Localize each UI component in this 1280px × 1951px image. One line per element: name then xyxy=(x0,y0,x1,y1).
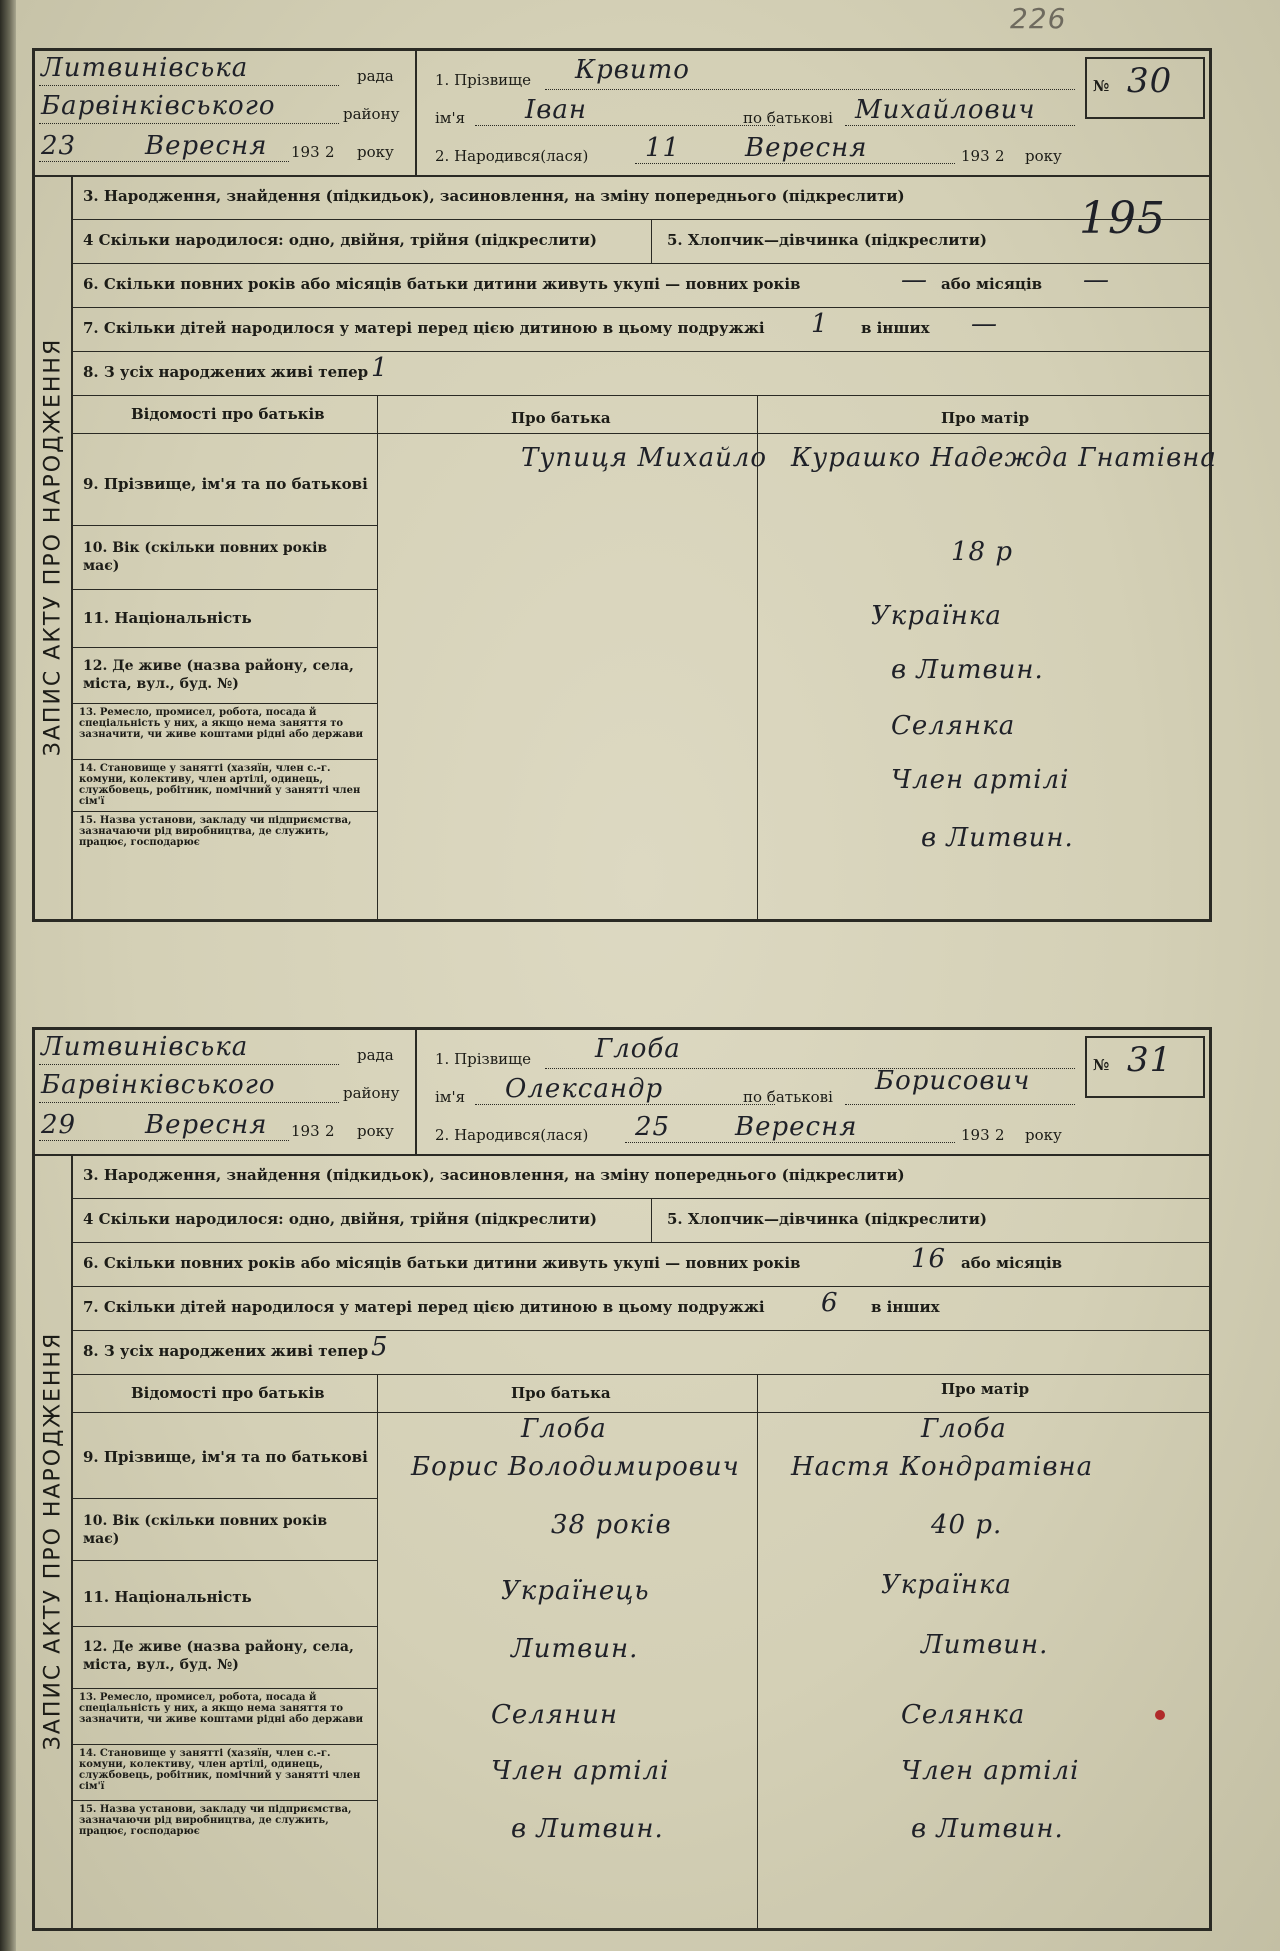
birth-month: Вересня xyxy=(745,133,868,163)
mother-status: Член артілі xyxy=(901,1756,1080,1786)
q6-months-label: або місяців xyxy=(961,1254,1063,1272)
q3-label: 3. Народження, знайдення (підкидьок), засиновлення, на зміну попереднього (підкреслити) xyxy=(83,1166,905,1184)
surname-label: 1. Прізвище xyxy=(435,71,532,89)
mother-given-names: Настя Кондратівна xyxy=(791,1452,1094,1482)
birth-record xyxy=(32,48,1217,922)
district-label: району xyxy=(343,1084,400,1102)
q4-label: 4 Скільки народилося: одно, двійня, трійня (підкреслити) xyxy=(83,1210,597,1228)
row-11-label: 11. Національність xyxy=(83,1588,252,1606)
row-15-label: 15. Назва установи, закладу чи підприємства, зазначаючи рід виробництва, де служить, працює, господарює xyxy=(79,815,352,848)
father-given-names: Борис Володимирович xyxy=(411,1452,740,1482)
years-together: — xyxy=(901,265,928,295)
q5-label: 5. Хлопчик—дівчинка (підкреслити) xyxy=(667,231,987,249)
birth-year-digit: 2 xyxy=(995,147,1005,165)
council-label: рада xyxy=(357,1046,394,1064)
child-surname: Глоба xyxy=(595,1034,681,1064)
mother-occupation: Селянка xyxy=(901,1700,1026,1730)
record-number-box xyxy=(1085,57,1205,119)
row-6 xyxy=(71,263,1209,308)
registration-year-label: року xyxy=(357,1122,394,1140)
mother-workplace: в Литвин. xyxy=(921,823,1074,853)
record-number-box xyxy=(1085,1036,1205,1098)
mother-age: 40 р. xyxy=(931,1510,1003,1540)
mother-nationality: Українка xyxy=(881,1570,1012,1600)
row-13-label: 13. Ремесло, промисел, робота, посада й спеціальність у них, а якщо нема заняття то зазначити, чи живе коштами рідні або держави xyxy=(79,1692,364,1725)
record-header xyxy=(35,1030,1209,1156)
record-header xyxy=(35,51,1209,177)
birth-year-prefix: 193 xyxy=(961,147,990,165)
father-surname: Глоба xyxy=(521,1414,607,1444)
child-name: Іван xyxy=(525,95,588,125)
mother-age: 18 р xyxy=(951,537,1013,567)
child-patronymic: Михайлович xyxy=(855,95,1036,125)
birth-year-label: року xyxy=(1025,147,1062,165)
born-label: 2. Народився(лася) xyxy=(435,1126,589,1144)
mother-nationality: Українка xyxy=(871,601,1002,631)
registration-block xyxy=(35,1030,417,1154)
q7-label: 7. Скільки дітей народилося у матері перед цією дитиною в цьому подружжі xyxy=(83,1298,765,1316)
mother-residence: в Литвин. xyxy=(891,655,1044,685)
row-3 xyxy=(71,175,1209,220)
row-4-5 xyxy=(71,1198,1209,1243)
district-label: району xyxy=(343,105,400,123)
side-title: ЗАПИС АКТУ ПРО НАРОДЖЕННЯ xyxy=(40,1331,66,1751)
district-value: Барвінківського xyxy=(41,91,276,121)
record-number: 30 xyxy=(1127,61,1173,101)
father-nationality: Українець xyxy=(501,1576,650,1606)
mother-column-header: Про матір xyxy=(941,1380,1030,1398)
registration-year-digit: 2 xyxy=(325,143,335,161)
parents-info-header: Відомості про батьків xyxy=(131,405,325,423)
q7-other-label: в інших xyxy=(861,319,930,337)
patronymic-label: по батькові xyxy=(743,1088,833,1106)
mother-status: Член артілі xyxy=(891,765,1070,795)
name-label: ім'я xyxy=(435,109,466,127)
row-10-label: 10. Вік (скільки повних років має) xyxy=(83,540,328,574)
mother-occupation: Селянка xyxy=(891,711,1016,741)
q5-label: 5. Хлопчик—дівчинка (підкреслити) xyxy=(667,1210,987,1228)
q6-months-label: або місяців xyxy=(941,275,1043,293)
birth-record xyxy=(32,1027,1212,1931)
child-name: Олександр xyxy=(505,1074,664,1104)
father-workplace: в Литвин. xyxy=(511,1814,664,1844)
q3-label: 3. Народження, знайдення (підкидьок), засиновлення, на зміну попереднього (підкреслити) xyxy=(83,187,905,205)
record-number: 31 xyxy=(1127,1040,1173,1080)
book-binding xyxy=(0,0,16,1951)
q4-label: 4 Скільки народилося: одно, двійня, трійня (підкреслити) xyxy=(83,231,597,249)
parents-table xyxy=(71,1374,1209,1928)
row-9-label: 9. Прізвище, ім'я та по батькові xyxy=(83,475,368,493)
row-14-label: 14. Становище у занятті (хазяїн, член с.-г. комуни, колективу, член артілі, одинець, службовець, робітник, помічний у занятті член сім'ї xyxy=(79,1748,361,1792)
registration-month: Вересня xyxy=(145,131,268,161)
child-patronymic: Борисович xyxy=(875,1066,1031,1096)
parents-table xyxy=(71,395,1217,919)
district-value: Барвінківського xyxy=(41,1070,276,1100)
months-together: — xyxy=(1083,265,1110,295)
side-title-column xyxy=(35,175,73,919)
name-label: ім'я xyxy=(435,1088,466,1106)
father-age: 38 років xyxy=(551,1510,672,1540)
birth-year-prefix: 193 xyxy=(961,1126,990,1144)
birth-month: Вересня xyxy=(735,1112,858,1142)
council-label: рада xyxy=(357,67,394,85)
parents-info-header: Відомості про батьків xyxy=(131,1384,325,1402)
birth-day: 11 xyxy=(645,133,681,163)
child-surname: Крвито xyxy=(575,55,690,85)
born-label: 2. Народився(лася) xyxy=(435,147,589,165)
father-column-header: Про батька xyxy=(511,409,611,427)
children-before: 1 xyxy=(811,309,829,339)
children-before: 6 xyxy=(821,1288,839,1318)
council-value: Литвинівська xyxy=(41,1032,249,1062)
alive-now: 5 xyxy=(371,1332,389,1362)
mother-column-header: Про матір xyxy=(941,409,1030,427)
row-13-label: 13. Ремесло, промисел, робота, посада й спеціальність у них, а якщо нема заняття то зазначити, чи живе коштами рідні або держави xyxy=(79,707,364,740)
birth-year-label: року xyxy=(1025,1126,1062,1144)
row-6 xyxy=(71,1242,1209,1287)
mother-surname: Глоба xyxy=(921,1414,1007,1444)
q6-label: 6. Скільки повних років або місяців батьки дитини живуть укупі — повних років xyxy=(83,275,801,293)
father-column-header: Про батька xyxy=(511,1384,611,1402)
record-number-label: № xyxy=(1093,1056,1110,1074)
mother-residence: Литвин. xyxy=(921,1630,1049,1660)
row-8 xyxy=(71,351,1209,396)
row-8 xyxy=(71,1330,1209,1375)
years-together: 16 xyxy=(911,1244,947,1274)
row-9-label: 9. Прізвище, ім'я та по батькові xyxy=(83,1448,368,1466)
q7-other-label: в інших xyxy=(871,1298,940,1316)
row-14-label: 14. Становище у занятті (хазяїн, член с.-г. комуни, колективу, член артілі, одинець, службовець, робітник, помічний у занятті член сім'ї xyxy=(79,763,361,807)
row-10-label: 10. Вік (скільки повних років має) xyxy=(83,1513,328,1547)
children-other: — xyxy=(971,309,998,339)
registration-month: Вересня xyxy=(145,1110,268,1140)
birth-year-digit: 2 xyxy=(995,1126,1005,1144)
mother-name: Курашко Надежда Гнатівна xyxy=(791,443,1217,473)
side-title-column xyxy=(35,1154,73,1928)
q8-label: 8. З усіх народжених живі тепер xyxy=(83,363,369,381)
surname-label: 1. Прізвище xyxy=(435,1050,532,1068)
alive-now: 1 xyxy=(371,353,389,383)
registration-year-prefix: 193 xyxy=(291,143,320,161)
registration-block xyxy=(35,51,417,175)
red-ink-mark xyxy=(1155,1710,1165,1720)
row-7 xyxy=(71,1286,1209,1331)
row-3 xyxy=(71,1154,1209,1199)
q6-label: 6. Скільки повних років або місяців батьки дитини живуть укупі — повних років xyxy=(83,1254,801,1272)
registration-year-label: року xyxy=(357,143,394,161)
row-11-label: 11. Національність xyxy=(83,609,252,627)
father-residence: Литвин. xyxy=(511,1634,639,1664)
father-name: Тупиця Михайло xyxy=(521,443,768,473)
row-12-label: 12. Де живе (назва району, села, міста, вул., буд. №) xyxy=(83,658,354,692)
father-status: Член артілі xyxy=(491,1756,670,1786)
mother-workplace: в Литвин. xyxy=(911,1814,1064,1844)
page-number: 226 xyxy=(1010,2,1067,35)
row-15-label: 15. Назва установи, закладу чи підприємства, зазначаючи рід виробництва, де служить, працює, господарює xyxy=(79,1804,352,1837)
birth-day: 25 xyxy=(635,1112,671,1142)
row-7 xyxy=(71,307,1209,352)
q8-label: 8. З усіх народжених живі тепер xyxy=(83,1342,369,1360)
row-12-label: 12. Де живе (назва району, села, міста, вул., буд. №) xyxy=(83,1639,354,1673)
father-occupation: Селянин xyxy=(491,1700,619,1730)
council-value: Литвинівська xyxy=(41,53,249,83)
registration-day: 23 xyxy=(41,131,77,161)
registration-year-digit: 2 xyxy=(325,1122,335,1140)
q7-label: 7. Скільки дітей народилося у матері перед цією дитиною в цьому подружжі xyxy=(83,319,765,337)
margin-note: 195 xyxy=(1079,193,1166,244)
record-number-label: № xyxy=(1093,77,1110,95)
patronymic-label: по батькові xyxy=(743,109,833,127)
registration-year-prefix: 193 xyxy=(291,1122,320,1140)
side-title: ЗАПИС АКТУ ПРО НАРОДЖЕННЯ xyxy=(40,337,66,757)
registration-day: 29 xyxy=(41,1110,77,1140)
